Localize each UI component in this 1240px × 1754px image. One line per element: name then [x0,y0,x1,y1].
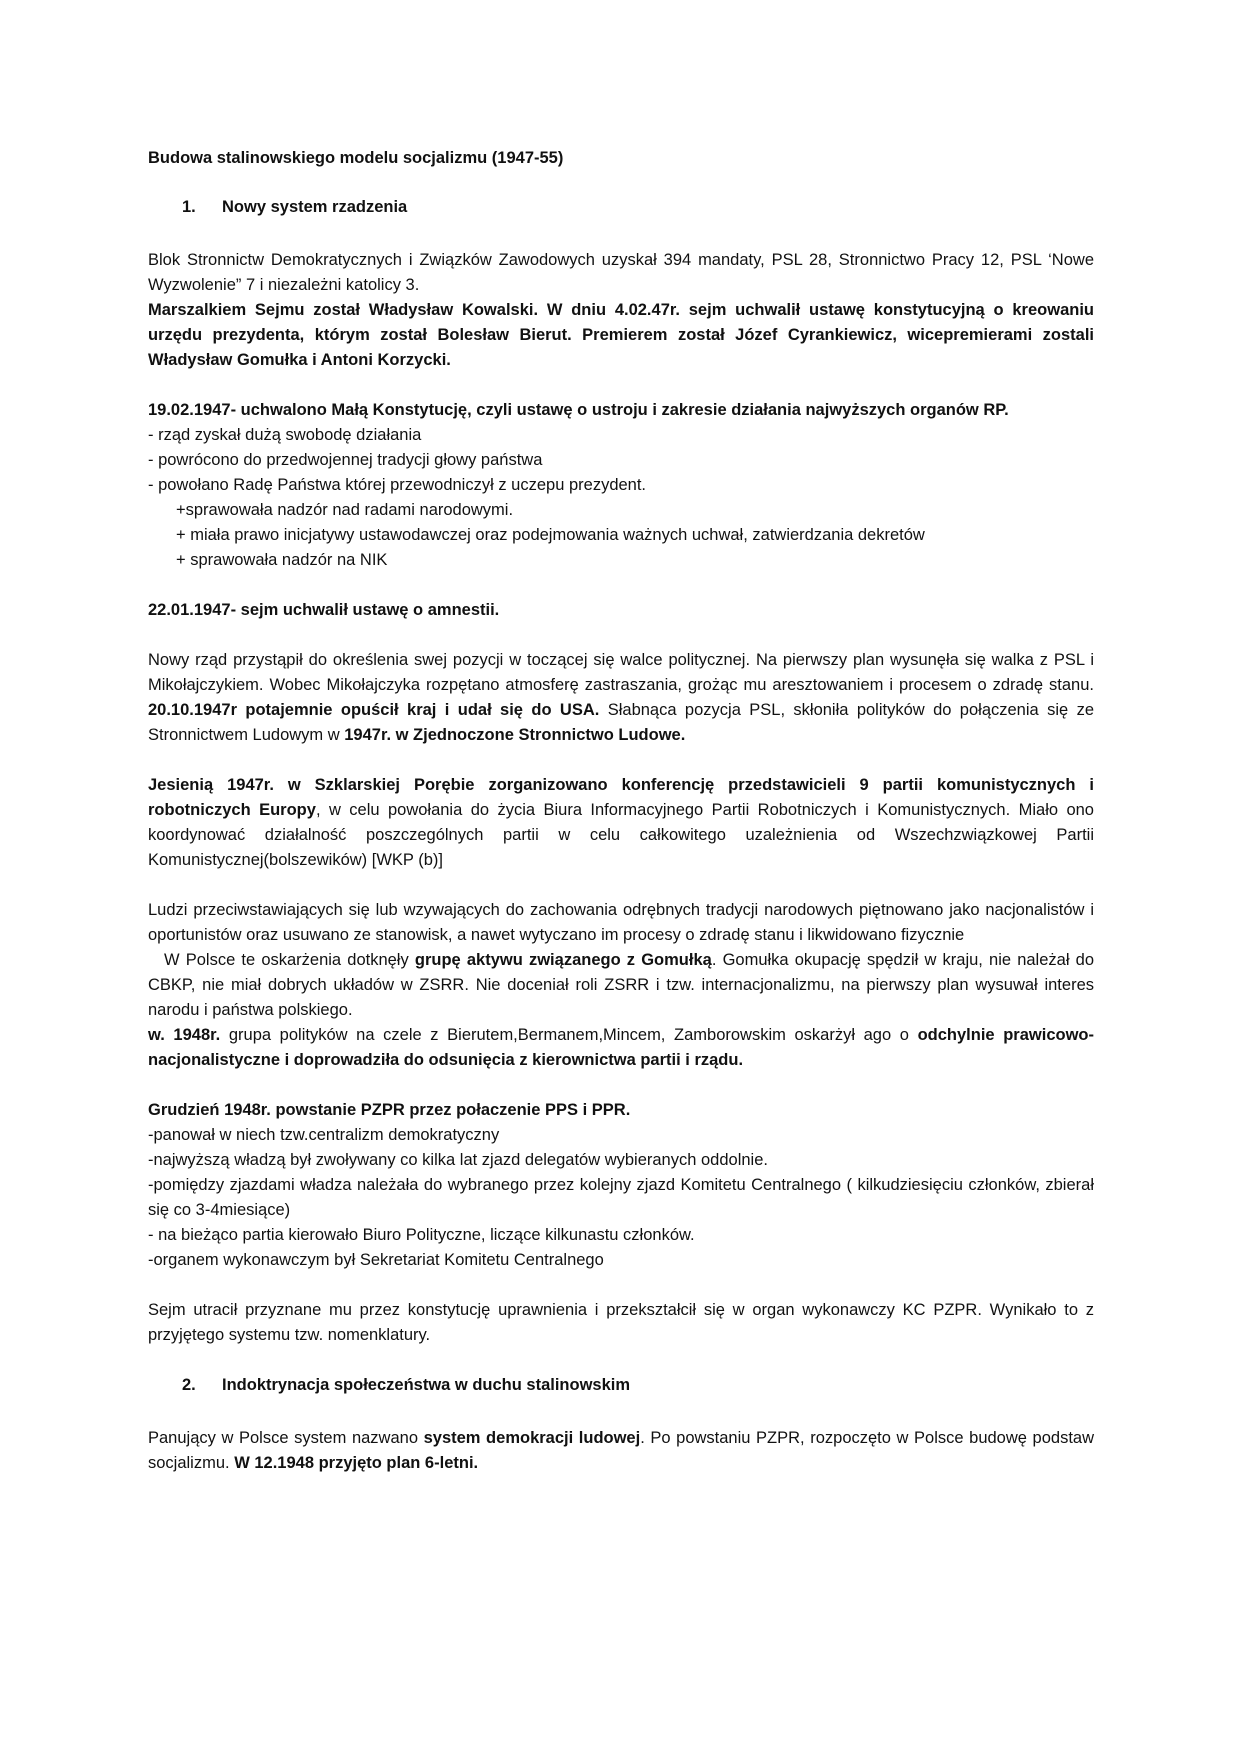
paragraph-text [148,1426,1094,1476]
text-run: Słabnąca pozycja PSL, skłoniła polityków do połączenia się ze Stronnictwem Ludowym w [148,701,1094,744]
paragraph-amnesty [148,598,1094,623]
paragraph-nationalists [148,898,1094,948]
paragraph-text [148,648,1094,748]
sub-list-item: + miała prawo inicjatywy ustawodawczej oraz podejmowania ważnych uchwał, zatwierdzania dekretów [176,526,925,544]
text-run: W Polsce te oskarżenia dotknęły [164,951,415,969]
sub-list-item: + sprawowała nadzór na NIK [176,551,388,569]
text-run: . Gomułka okupację spędził w kraju, nie należał do CBKP, nie miał dobrych układów w ZSRR. Nie doceniał roli ZSRR i tzw. internacjonalizmu, na pierwszy plan wysuwał interes narodu i państwa polskiego. [148,951,1095,1019]
paragraph-text: Ludzi przeciwstawiających się lub wzywających do zachowania odrębnych tradycji narodowych piętnowano jako nacjonalistów i oportunistów oraz usuwano ze stanowisk, a nawet wytyczano im procesy o zdradę stanu i likwidowano fizycznie [148,901,1094,944]
paragraph-text [148,1023,1094,1073]
paragraph-text-bold: 22.01.1947- sejm uchwalił ustawę o amnestii. [148,601,500,619]
text-run: Panujący w Polsce system nazwano [148,1429,424,1447]
text-run-bold: w. 1948r. [148,1026,221,1044]
paragraph-heading: 19.02.1947- uchwalono Małą Konstytucję, czyli ustawę o ustroju i zakresie działania najwyższych organów RP. [148,401,1009,419]
text-run-bold: grupę aktywu związanego z Gomułką [414,951,712,969]
paragraph-heading: Grudzień 1948r. powstanie PZPR przez połaczenie PPS i PPR. [148,1101,631,1119]
paragraph-text [148,773,1094,873]
paragraph-pzpr [148,1098,1094,1273]
paragraph-text [148,948,1094,1023]
list-item: -najwyższą władzą był zwoływany co kilka lat zjazd delegatów wybieranych oddolnie. [148,1151,768,1169]
text-run: Nowy rząd przystąpił do określenia swej pozycji w toczącej się walce politycznej. Na pierwszy plan wysunęła się walka z PSL i Mikołajczykiem. Wobec Mikołajczyka rozpętano atmosferę zastraszania, grożąc mu aresztowaniem i procesem o zdradę stanu. [148,651,1094,694]
paragraph-gomulka [148,948,1094,1073]
text-run: . Po powstaniu PZPR, rozpoczęto w Polsce budowę podstaw socjalizmu. [148,1429,1095,1472]
section-number: 1. [182,198,196,216]
text-run-bold: 1947r. w Zjednoczone Stronnictwo Ludowe. [344,726,686,744]
text-run-bold: W 12.1948 przyjęto plan 6-letni. [234,1454,479,1472]
paragraph-sejm [148,1298,1094,1348]
list-item: -panował w niech tzw.centralizm demokratyczny [148,1126,500,1144]
paragraph-text: Blok Stronnictw Demokratycznych i Związków Zawodowych uzyskał 394 mandaty, PSL 28, Stronnictwo Pracy 12, PSL ‘Nowe Wyzwolenie” 7 i niezależni katolicy 3. [148,251,1094,294]
paragraph-psl-struggle [148,648,1094,748]
section-number: 2. [182,1376,196,1394]
paragraph-text: Sejm utracił przyznane mu przez konstytucję uprawnienia i przekształcił się w organ wykonawczy KC PZPR. Wynikało to z przyjętego systemu tzw. nomenklatury. [148,1301,1094,1344]
section-heading-1 [148,195,1094,220]
list-item: -pomiędzy zjazdami władza należała do wybranego przez kolejny zjazd Komitetu Centralnego ( kilkudziesięciu członków, zbierał się co 3-4miesiące) [148,1176,1094,1219]
list-item: - rząd zyskał dużą swobodę działania [148,426,422,444]
paragraph-cominform [148,773,1094,873]
text-run-bold: system demokracji ludowej [423,1429,641,1447]
paragraph-election-results [148,248,1094,373]
list-item: -organem wykonawczym był Sekretariat Komitetu Centralnego [148,1251,604,1269]
text-run: grupa polityków na czele z Bierutem,Bermanem,Mincem, Zamborowskim oskarżył ago o [220,1026,918,1044]
section-title: Nowy system rzadzenia [222,198,408,216]
text-run: , w celu powołania do życia Biura Informacyjnego Partii Robotniczych i Komunistycznych. Miało ono koordynować działalność poszczególnych partii w celu całkowitego uzależnienia od Wszechzwiązkowej Partii Komunistycznej(bolszewików) [WKP (b)] [148,801,1094,869]
document-title: Budowa stalinowskiego modelu socjalizmu (1947-55) [148,149,564,167]
paragraph-small-constitution [148,398,1094,573]
paragraph-text-bold: Marszalkiem Sejmu został Władysław Kowalski. W dniu 4.02.47r. sejm uchwalił ustawę konstytucyjną o kreowaniu urzędu prezydenta, którym został Bolesław Bierut. Premierem został Józef Cyrankiewicz, wicepremierami zostali Władysław Gomułka i Antoni Korzycki. [148,301,1094,369]
document-page [148,146,1094,1501]
section-heading-2 [148,1373,1094,1398]
text-run-bold: 20.10.1947r potajemnie opuścił kraj i udał się do USA. [148,701,600,719]
section-title: Indoktrynacja społeczeństwa w duchu stalinowskim [222,1376,631,1394]
list-item: - powrócono do przedwojennej tradycji głowy państwa [148,451,543,469]
text-run-bold: odchylnie prawicowo-nacjonalistyczne i doprowadziła do odsunięcia z kierownictwa partii i rządu. [148,1026,1094,1069]
list-item: - powołano Radę Państwa której przewodniczył z uczepu prezydent. [148,476,647,494]
text-run-bold: Jesienią 1947r. w Szklarskiej Porębie zorganizowano konferencję przedstawicieli 9 partii komunistycznych i robotniczych Europy [148,776,1094,819]
sub-list-item: +sprawowała nadzór nad radami narodowymi. [176,501,514,519]
list-item: - na bieżąco partia kierowało Biuro Polityczne, liczące kilkunastu członków. [148,1226,695,1244]
paragraph-peoples-democracy [148,1426,1094,1476]
